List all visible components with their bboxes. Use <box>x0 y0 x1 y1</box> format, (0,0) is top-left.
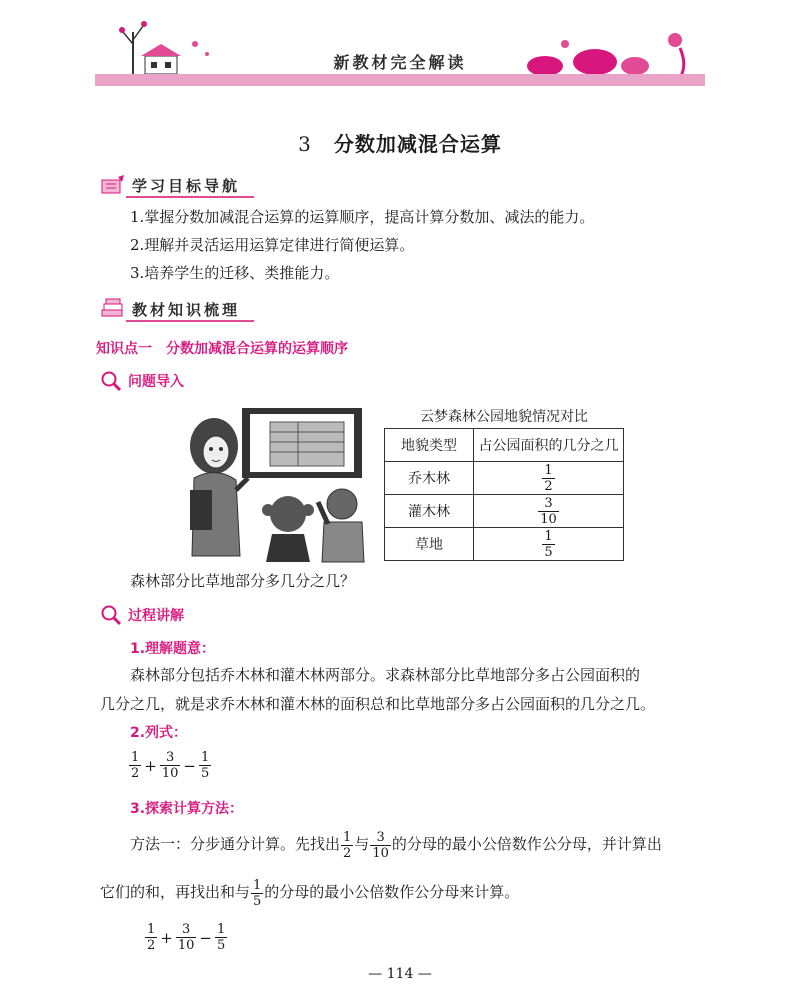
step2-expression: $\frac{1}{2}$ + $\frac{3}{10}$ − $\frac{1}{5}$ <box>131 750 210 781</box>
table-header-cell: 占公园面积的几分之几 <box>474 429 624 462</box>
table-cell-type: 乔木林 <box>385 462 474 495</box>
step1-title: 1.理解题意： <box>130 641 216 657</box>
knowledge-section-title: 教材知识梳理 <box>132 300 241 319</box>
teacher-students-illustration <box>178 406 368 564</box>
magnifier-icon <box>100 370 122 392</box>
step1-line-1: 森林部分包括乔木林和灌木林两部分。求森林部分比草地部分多占公园面积的 <box>130 666 641 684</box>
table-cell-type: 灌木林 <box>385 495 474 528</box>
process-header <box>100 604 184 626</box>
step3-title: 3.探索计算方法： <box>130 801 244 817</box>
step1-line-2: 几分之几，就是求乔木林和灌木林的面积总和比草地部分多占公园面积的几分之几。 <box>100 695 656 713</box>
process-label: 过程讲解 <box>128 608 184 624</box>
banner-title: 新教材完全解读 <box>333 53 467 72</box>
knowledge-point-title: 知识点一 分数加减混合运算的运算顺序 <box>96 341 348 357</box>
section-number: 3 <box>298 132 312 156</box>
goal-item-3: 3.培养学生的迁移、类推能力。 <box>130 264 340 282</box>
table-cell-fraction: $\frac{1}{5}$ <box>474 528 624 561</box>
table-row <box>385 462 624 495</box>
table-cell-fraction: $\frac{3}{10}$ <box>474 495 624 528</box>
goal-item-1: 1.掌握分数加减混合运算的运算顺序，提高计算分数加、减法的能力。 <box>130 208 595 226</box>
goal-item-2: 2.理解并灵活运用运算定律进行简便运算。 <box>130 236 415 254</box>
page-title-text: 分数加减混合运算 <box>333 132 502 156</box>
page-number: — 114 — <box>368 966 432 982</box>
page-title <box>0 128 800 157</box>
terrain-table <box>384 428 624 561</box>
problem-intro-label: 问题导入 <box>128 374 184 390</box>
books-icon <box>100 298 126 320</box>
problem-question: 森林部分比草地部分多几分之几？ <box>130 572 356 590</box>
method1-line-1: 方法一：分步通分计算。先找出 $\frac{1}{2}$ 与 $\frac{3}{10}$ 的分母的最小公倍数作公分母，并计算出 <box>130 829 662 861</box>
table-caption: 云梦森林公园地貌情况对比 <box>420 409 588 425</box>
step2-title: 2.列式： <box>130 725 188 741</box>
knowledge-section-header <box>100 296 254 322</box>
table-cell-fraction: $\frac{1}{2}$ <box>474 462 624 495</box>
notebook-icon <box>100 174 126 196</box>
method1-line-2: 它们的和，再找出和与 $\frac{1}{5}$ 的分母的最小公倍数作公分母来计算。 <box>100 877 520 909</box>
table-header-cell: 地貌类型 <box>385 429 474 462</box>
goals-section-header <box>100 172 254 198</box>
table-row <box>385 528 624 561</box>
goals-section-title: 学习目标导航 <box>132 176 241 195</box>
table-header-row <box>385 429 624 462</box>
table-row <box>385 495 624 528</box>
method1-expression: $\frac{1}{2}$ + $\frac{3}{10}$ − $\frac{1}{5}$ <box>147 922 226 953</box>
problem-intro-header <box>100 370 184 392</box>
table-cell-type: 草地 <box>385 528 474 561</box>
magnifier-icon <box>100 604 122 626</box>
header-bar <box>95 74 705 86</box>
